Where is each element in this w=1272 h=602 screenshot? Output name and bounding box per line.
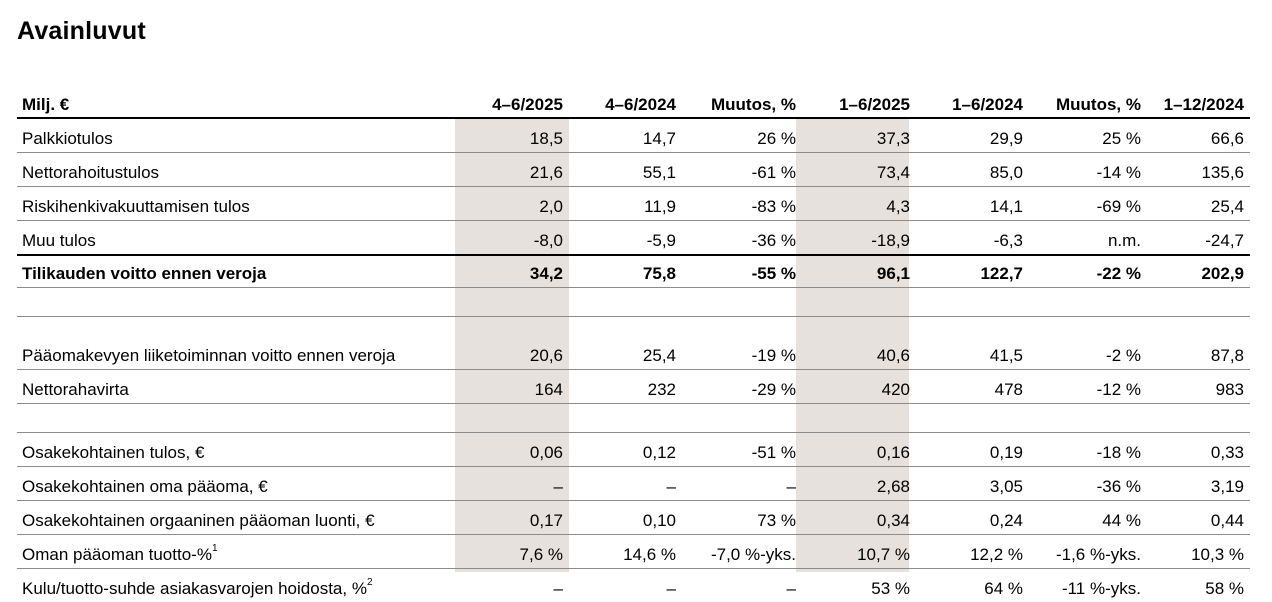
table-cell: -18 % <box>1029 433 1147 467</box>
table-cell: 73 % <box>682 501 802 535</box>
column-header: 4–6/2025 <box>455 91 569 118</box>
table-cell: -2 % <box>1029 317 1147 370</box>
table-cell: -69 % <box>1029 187 1147 221</box>
table-row-total <box>17 255 1250 288</box>
table-cell: n.m. <box>1029 221 1147 256</box>
table-cell: -29 % <box>682 370 802 404</box>
table-cell: -22 % <box>1029 255 1147 288</box>
row-label: Muu tulos <box>17 221 455 256</box>
table-cell: -7,0 %-yks. <box>682 535 802 569</box>
table-cell: 164 <box>455 370 569 404</box>
table-cell: 73,4 <box>802 153 916 187</box>
row-label: Riskihenkivakuuttamisen tulos <box>17 187 455 221</box>
row-label: Osakekohtainen orgaaninen pääoman luonti, € <box>17 501 455 535</box>
table-cell: 29,9 <box>916 118 1029 153</box>
table-row <box>17 317 1250 370</box>
table-cell: -83 % <box>682 187 802 221</box>
spacer-row <box>17 288 1250 317</box>
column-header: Milj. € <box>17 91 455 118</box>
table-cell: 4,3 <box>802 187 916 221</box>
table-cell: -11 %-yks. <box>1029 569 1147 602</box>
table-cell: – <box>682 569 802 602</box>
table-cell: 20,6 <box>455 317 569 370</box>
row-label: Kulu/tuotto-suhde asiakasvarojen hoidosta, % <box>22 579 367 598</box>
row-label: Oman pääoman tuotto-% <box>22 545 212 564</box>
table-cell: 478 <box>916 370 1029 404</box>
table-cell: 25 % <box>1029 118 1147 153</box>
table-cell: -18,9 <box>802 221 916 256</box>
table-cell: 87,8 <box>1147 317 1250 370</box>
column-header: Muutos, % <box>1029 91 1147 118</box>
row-label: Tilikauden voitto ennen veroja <box>17 255 455 288</box>
table-cell: 0,10 <box>569 501 682 535</box>
table-cell: -6,3 <box>916 221 1029 256</box>
table-cell: 0,12 <box>569 433 682 467</box>
table-cell: 11,9 <box>569 187 682 221</box>
spacer-cell <box>17 404 1250 433</box>
table-cell: 14,7 <box>569 118 682 153</box>
table-cell: 0,19 <box>916 433 1029 467</box>
table-cell: – <box>455 467 569 501</box>
table-cell: -8,0 <box>455 221 569 256</box>
column-header: Muutos, % <box>682 91 802 118</box>
row-label-cell <box>17 535 455 569</box>
table-header-row <box>17 91 1250 118</box>
row-label: Osakekohtainen tulos, € <box>17 433 455 467</box>
table-cell: 26 % <box>682 118 802 153</box>
table-cell: 2,0 <box>455 187 569 221</box>
table-cell: 7,6 % <box>455 535 569 569</box>
table-row <box>17 118 1250 153</box>
table-cell: 75,8 <box>569 255 682 288</box>
table-row <box>17 187 1250 221</box>
table-cell: 0,16 <box>802 433 916 467</box>
table-cell: 66,6 <box>1147 118 1250 153</box>
table-cell: 3,05 <box>916 467 1029 501</box>
table-cell: 34,2 <box>455 255 569 288</box>
column-header: 4–6/2024 <box>569 91 682 118</box>
table-cell: 135,6 <box>1147 153 1250 187</box>
table-cell: -51 % <box>682 433 802 467</box>
table-cell: 12,2 % <box>916 535 1029 569</box>
table-cell: 0,44 <box>1147 501 1250 535</box>
table-cell: 0,33 <box>1147 433 1250 467</box>
table-cell: 53 % <box>802 569 916 602</box>
table-cell: -5,9 <box>569 221 682 256</box>
table-cell: -36 % <box>682 221 802 256</box>
table-cell: 25,4 <box>569 317 682 370</box>
table-row <box>17 433 1250 467</box>
table-cell: 420 <box>802 370 916 404</box>
table-cell: 44 % <box>1029 501 1147 535</box>
table-row <box>17 370 1250 404</box>
table-cell: – <box>455 569 569 602</box>
table-cell: 37,3 <box>802 118 916 153</box>
table-cell: 0,24 <box>916 501 1029 535</box>
table-row <box>17 221 1250 256</box>
table-cell: 96,1 <box>802 255 916 288</box>
row-label: Palkkiotulos <box>17 118 455 153</box>
table-cell: -14 % <box>1029 153 1147 187</box>
table-cell: 41,5 <box>916 317 1029 370</box>
table-cell: -61 % <box>682 153 802 187</box>
table-cell: – <box>569 569 682 602</box>
table-cell: 122,7 <box>916 255 1029 288</box>
spacer-cell <box>17 288 1250 317</box>
table-cell: – <box>682 467 802 501</box>
row-label: Nettorahoitustulos <box>17 153 455 187</box>
table-cell: 0,06 <box>455 433 569 467</box>
table-cell: 14,6 % <box>569 535 682 569</box>
table-row <box>17 535 1250 569</box>
table-cell: -12 % <box>1029 370 1147 404</box>
table-cell: 10,7 % <box>802 535 916 569</box>
table-cell: 232 <box>569 370 682 404</box>
table-cell: 202,9 <box>1147 255 1250 288</box>
row-label: Osakekohtainen oma pääoma, € <box>17 467 455 501</box>
table-cell: 3,19 <box>1147 467 1250 501</box>
table-cell: 21,6 <box>455 153 569 187</box>
table-row <box>17 153 1250 187</box>
page-title: Avainluvut <box>17 17 146 46</box>
table-cell: 14,1 <box>916 187 1029 221</box>
row-label-cell <box>17 569 455 602</box>
table-cell: -1,6 %-yks. <box>1029 535 1147 569</box>
table-cell: 18,5 <box>455 118 569 153</box>
table-row <box>17 467 1250 501</box>
table-cell: -24,7 <box>1147 221 1250 256</box>
key-figures-table <box>17 91 1250 602</box>
column-header: 1–6/2025 <box>802 91 916 118</box>
table-cell: 55,1 <box>569 153 682 187</box>
table-cell: 25,4 <box>1147 187 1250 221</box>
table-cell: 64 % <box>916 569 1029 602</box>
footnote-marker: 2 <box>367 577 373 588</box>
table-cell: – <box>569 467 682 501</box>
footnote-marker: 1 <box>212 543 218 554</box>
table-cell: 85,0 <box>916 153 1029 187</box>
table-row <box>17 501 1250 535</box>
table-cell: -19 % <box>682 317 802 370</box>
table-cell: 58 % <box>1147 569 1250 602</box>
row-label: Nettorahavirta <box>17 370 455 404</box>
row-label: Pääomakevyen liiketoiminnan voitto ennen veroja <box>17 317 455 370</box>
table-cell: 0,17 <box>455 501 569 535</box>
table-cell: -55 % <box>682 255 802 288</box>
table-cell: 40,6 <box>802 317 916 370</box>
table-row <box>17 569 1250 602</box>
column-header: 1–6/2024 <box>916 91 1029 118</box>
table-cell: 983 <box>1147 370 1250 404</box>
column-header: 1–12/2024 <box>1147 91 1250 118</box>
table-cell: 0,34 <box>802 501 916 535</box>
spacer-row <box>17 404 1250 433</box>
table-cell: -36 % <box>1029 467 1147 501</box>
table-cell: 10,3 % <box>1147 535 1250 569</box>
table-cell: 2,68 <box>802 467 916 501</box>
